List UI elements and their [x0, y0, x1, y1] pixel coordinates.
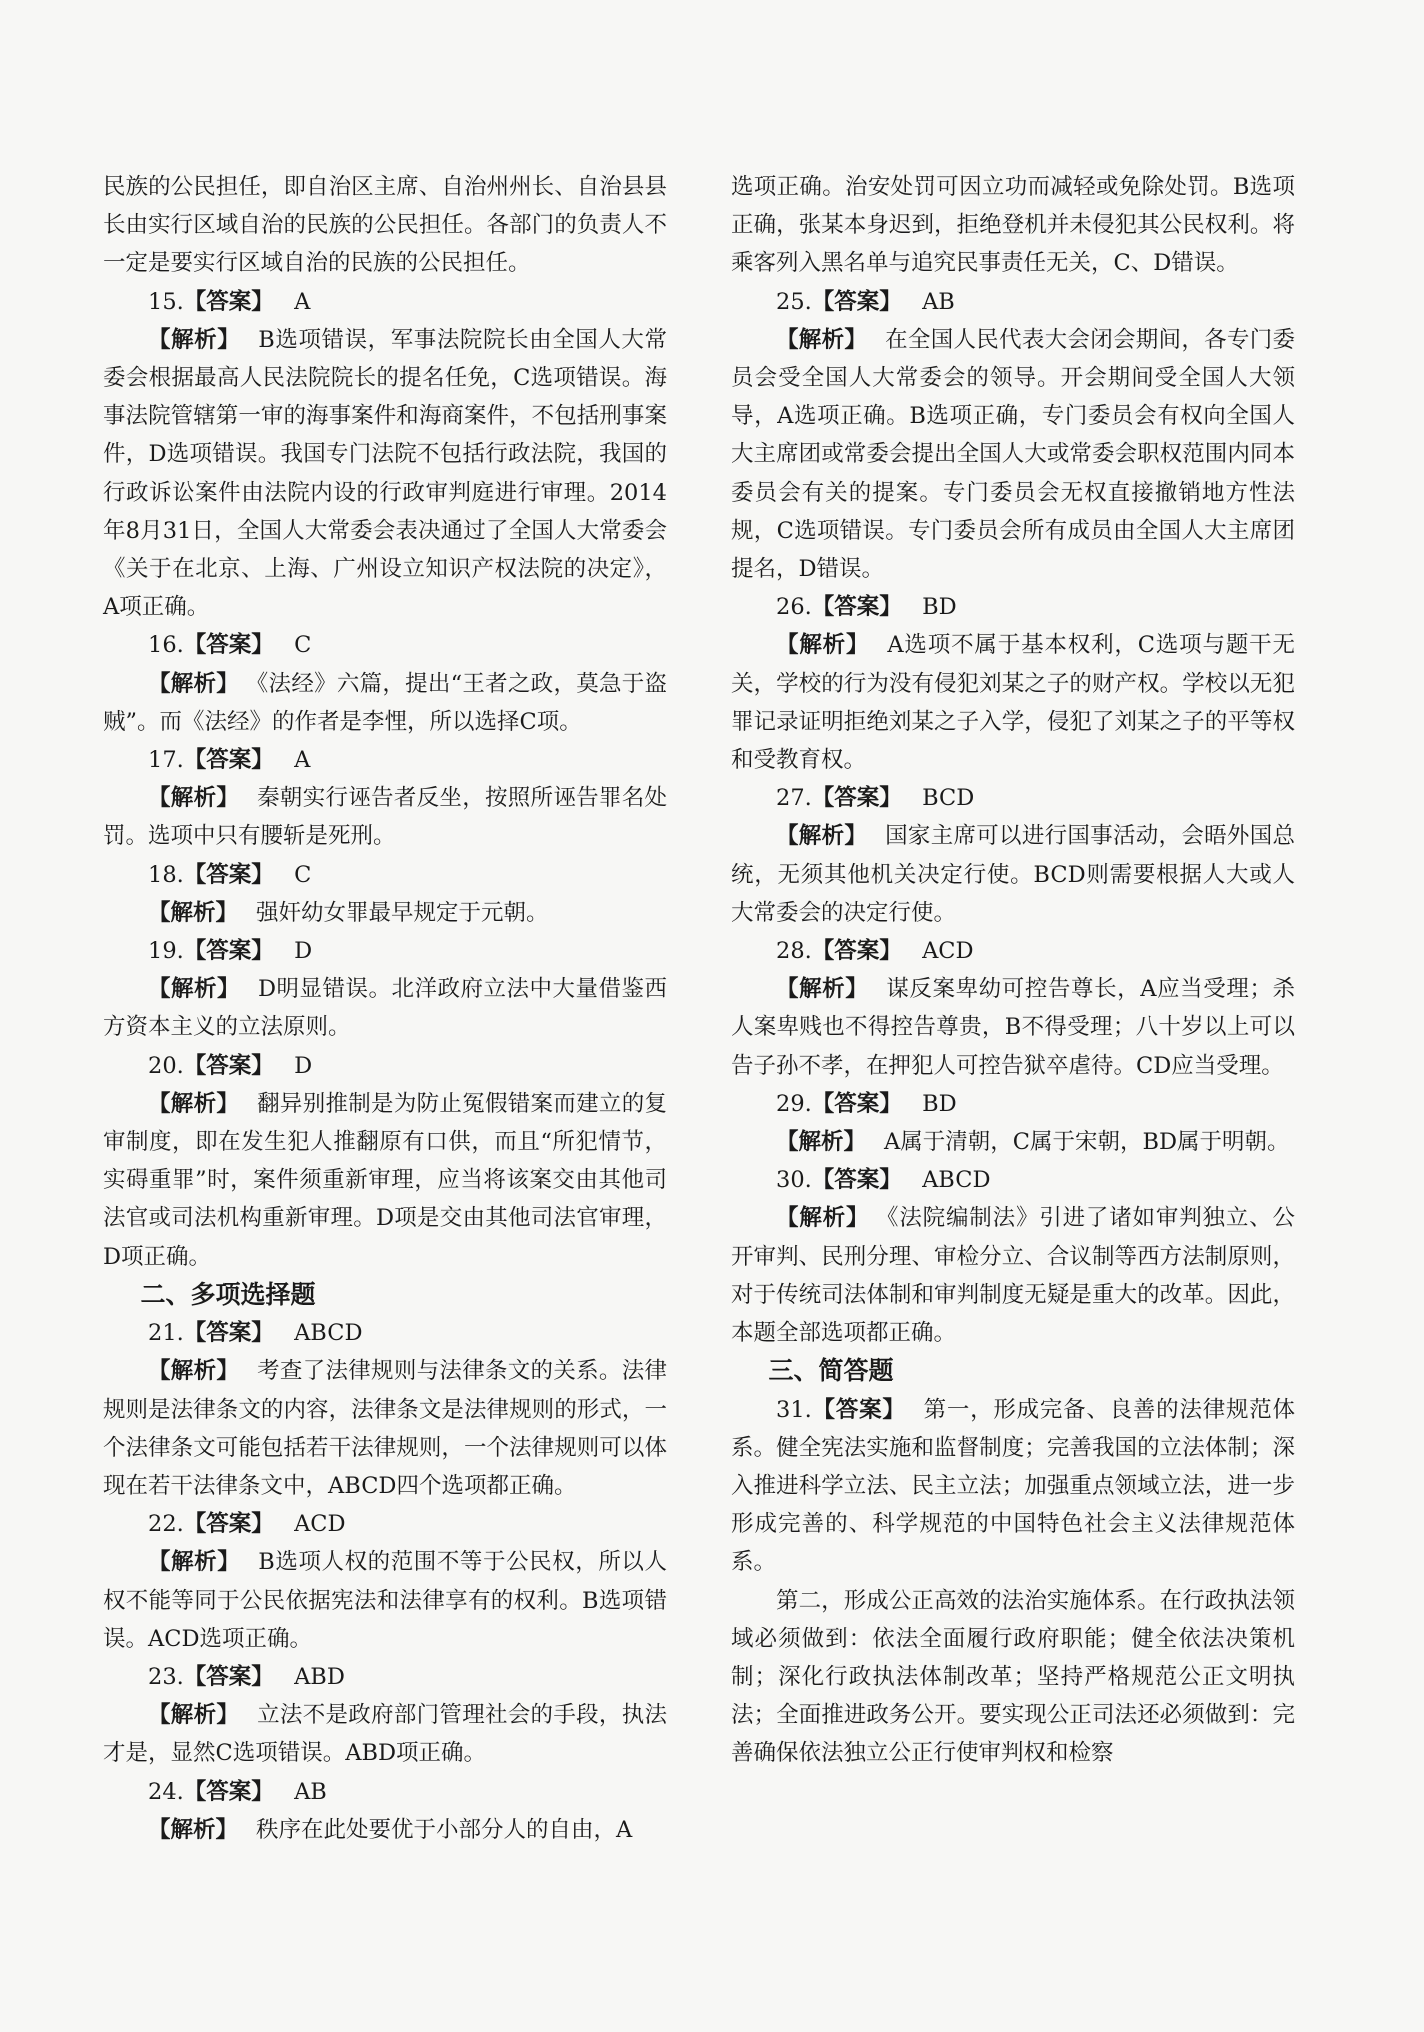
- explanation-label: 【解析】: [148, 1816, 239, 1843]
- answer-label: 【答案】: [183, 1663, 274, 1690]
- explanation-16: [103, 665, 667, 741]
- explanation-text: D明显错误。北洋政府立法中大量借鉴西方资本主义的立法原则。: [103, 976, 667, 1041]
- explanation-label: 【解析】: [148, 1702, 240, 1729]
- answer-line-19: [103, 932, 667, 970]
- explanation-label: 【解析】: [148, 1358, 240, 1385]
- question-number: 19.: [148, 938, 184, 965]
- explanation-label: 【解析】: [776, 1205, 870, 1232]
- answer-line-22: [103, 1505, 667, 1543]
- answer-label: 【答案】: [183, 1511, 274, 1538]
- explanation-text: 谋反案卑幼可控告尊长，A应当受理；杀人案卑贱也不得控告尊贵，B不得受理；八十岁以上可以告子孙不孝，在押犯人可控告狱卒虐待。CD应当受理。: [731, 976, 1295, 1079]
- explanation-20: [103, 1085, 667, 1276]
- explanation-text: 考查了法律规则与法律条文的关系。法律规则是法律条文的内容，法律条文是法律规则的形式，一个法律条文可能包括若干法律规则，一个法律规则可以体现在若干法律条文中，ABCD四个选项都正确。: [103, 1358, 667, 1499]
- explanation-17: [103, 779, 667, 855]
- answer-value: ABCD: [922, 1167, 991, 1194]
- answer-label: 【答案】: [183, 747, 274, 774]
- answer-value: C: [294, 861, 312, 888]
- question-number: 18.: [148, 861, 184, 888]
- question-number: 16.: [148, 632, 184, 659]
- explanation-label: 【解析】: [148, 670, 240, 697]
- answer-label: 【答案】: [183, 938, 274, 965]
- question-number: 24.: [148, 1778, 184, 1805]
- answer-paragraph-31-2: 第二，形成公正高效的法治实施体系。在行政执法领域必须做到：依法全面履行政府职能；健全依法决策机制；深化行政执法体制改革；坚持严格规范公正文明执法；全面推进政务公开。要实现公正司法还必须做到：完善确保依法独立公正行使审判权和检察: [731, 1587, 1295, 1767]
- answer-line-25: [731, 283, 1295, 321]
- answer-label: 【答案】: [183, 1052, 274, 1079]
- answer-label: 【答案】: [811, 1396, 906, 1423]
- explanation-text: 国家主席可以进行国事活动，会晤外国总统，无须其他机关决定行使。BCD则需要根据人大或人大常委会的决定行使。: [731, 823, 1295, 926]
- explanation-label: 【解析】: [148, 1549, 241, 1576]
- continuation-text: 民族的公民担任，即自治区主席、自治州州长、自治县县长由实行区域自治的民族的公民担任。各部门的负责人不一定是要实行区域自治的民族的公民担任。: [103, 174, 667, 277]
- answer-value: A: [294, 288, 311, 315]
- explanation-15: [103, 321, 667, 627]
- explanation-26: [731, 626, 1295, 779]
- explanation-label: 【解析】: [148, 976, 240, 1003]
- question-number: 25.: [776, 288, 812, 315]
- answer-value: ABCD: [294, 1320, 363, 1347]
- question-number: 30.: [776, 1167, 812, 1194]
- explanation-text: 强奸幼女罪最早规定于元朝。: [256, 899, 549, 926]
- explanation-label: 【解析】: [776, 632, 870, 659]
- explanation-label: 【解析】: [776, 976, 869, 1003]
- answer-value: ACD: [294, 1511, 346, 1538]
- explanation-label: 【解析】: [148, 785, 240, 812]
- explanation-24: [103, 1811, 667, 1849]
- explanation-19: [103, 970, 667, 1046]
- question-number: 21.: [148, 1320, 184, 1347]
- explanation-21: [103, 1352, 667, 1505]
- answer-label: 【答案】: [811, 594, 902, 621]
- explanation-text: 《法院编制法》引进了诸如审判独立、公开审判、民刑分理、审检分立、合议制等西方法制原则，对于传统司法体制和审判制度无疑是重大的改革。因此，本题全部选项都正确。: [731, 1205, 1295, 1347]
- explanation-30: [731, 1199, 1295, 1352]
- answer-value: BCD: [922, 785, 975, 812]
- explanation-label: 【解析】: [776, 1129, 867, 1156]
- answer-value: BD: [922, 1090, 957, 1117]
- answer-value: C: [294, 632, 312, 659]
- question-number: 15.: [148, 288, 184, 315]
- answer-value: ACD: [922, 938, 974, 965]
- answer-value: BD: [922, 594, 957, 621]
- question-number: 20.: [148, 1052, 184, 1079]
- answer-line-16: [103, 626, 667, 664]
- explanation-25: [731, 321, 1295, 588]
- explanation-text: 翻异别推制是为防止冤假错案而建立的复审制度，即在发生犯人推翻原有口供，而且“所犯情节，实碍重罪”时，案件须重新审理，应当将该案交由其他司法官或司法机构重新审理。D项是交由其他司法官审理，D项正确。: [103, 1090, 667, 1270]
- continuation-text: 选项正确。治安处罚可因立功而减轻或免除处罚。B选项正确，张某本身迟到，拒绝登机并未侵犯其公民权利。将乘客列入黑名单与追究民事责任无关，C、D错误。: [731, 174, 1295, 277]
- question-number: 31.: [776, 1396, 812, 1423]
- answer-line-26: [731, 588, 1295, 626]
- answer-line-17: [103, 741, 667, 779]
- answer-line-28: [731, 932, 1295, 970]
- explanation-text: 在全国人民代表大会闭会期间，各专门委员会受全国人大常委会的领导。开会期间受全国人大领导，A选项正确。B选项正确，专门委员会有权向全国人大主席团或常委会提出全国人大或常委会职权范围内同本委员会有关的提案。专门委员会无权直接撤销地方性法规，C选项错误。专门委员会所有成员由全国人大主席团提名，D错误。: [731, 326, 1295, 583]
- question-number: 28.: [776, 938, 812, 965]
- answer-line-20: [103, 1047, 667, 1085]
- answer-label: 【答案】: [183, 1320, 274, 1347]
- answer-value: D: [294, 1052, 313, 1079]
- explanation-text: B选项人权的范围不等于公民权，所以人权不能等同于公民依据宪法和法律享有的权利。B选项错误。ACD选项正确。: [103, 1549, 667, 1652]
- answer-line-15: [103, 283, 667, 321]
- section-heading-short-answer: 三、简答题: [768, 1356, 894, 1386]
- explanation-label: 【解析】: [776, 326, 868, 353]
- answer-line-27: [731, 779, 1295, 817]
- answer-value: AB: [922, 288, 955, 315]
- answer-label: 【答案】: [811, 1090, 902, 1117]
- question-number: 26.: [776, 594, 812, 621]
- answer-line-21: [103, 1314, 667, 1352]
- explanation-23: [103, 1696, 667, 1772]
- answer-label: 【答案】: [183, 861, 274, 888]
- question-number: 29.: [776, 1090, 812, 1117]
- explanation-text: 秩序在此处要优于小部分人的自由，A: [256, 1816, 633, 1843]
- explanation-text: 秦朝实行诬告者反坐，按照所诬告罪名处罚。选项中只有腰斩是死刑。: [103, 785, 667, 850]
- explanation-text: 立法不是政府部门管理社会的手段，执法才是，显然C选项错误。ABD项正确。: [103, 1702, 667, 1767]
- answer-label: 【答案】: [811, 288, 902, 315]
- question-number: 17.: [148, 747, 184, 774]
- explanation-28: [731, 970, 1295, 1085]
- answer-label: 【答案】: [183, 632, 274, 659]
- explanation-text: 《法经》六篇，提出“王者之政，莫急于盗贼”。而《法经》的作者是李悝，所以选择C项。: [103, 670, 667, 735]
- explanation-label: 【解析】: [148, 1090, 240, 1117]
- answer-line-23: [103, 1658, 667, 1696]
- answer-line-24: [103, 1773, 667, 1811]
- answer-label: 【答案】: [183, 1778, 274, 1805]
- answer-line-18: [103, 856, 667, 894]
- explanation-18: [103, 894, 667, 932]
- answer-line-30: [731, 1161, 1295, 1199]
- answer-label: 【答案】: [183, 288, 274, 315]
- question-number: 23.: [148, 1663, 184, 1690]
- explanation-text: A选项不属于基本权利，C选项与题干无关，学校的行为没有侵犯刘某之子的财产权。学校以无犯罪记录证明拒绝刘某之子入学，侵犯了刘某之子的平等权和受教育权。: [731, 632, 1295, 774]
- left-column: [103, 168, 667, 1849]
- answer-value: A: [294, 747, 311, 774]
- answer-value: AB: [294, 1778, 327, 1805]
- explanation-22: [103, 1543, 667, 1658]
- question-number: 22.: [148, 1511, 184, 1538]
- explanation-label: 【解析】: [776, 823, 868, 850]
- explanation-text: A属于清朝，C属于宋朝，BD属于明朝。: [884, 1129, 1290, 1156]
- answer-label: 【答案】: [811, 785, 902, 812]
- answer-text: 第一，形成完备、良善的法律规范体系。健全宪法实施和监督制度；完善我国的立法体制；深入推进科学立法、民主立法；加强重点领域立法，进一步形成完善的、科学规范的中国特色社会主义法律规范体系。: [731, 1396, 1295, 1576]
- explanation-29: [731, 1123, 1295, 1161]
- section-heading-multiple-choice: 二、多项选择题: [140, 1279, 316, 1309]
- explanation-27: [731, 817, 1295, 932]
- answer-value: ABD: [294, 1663, 345, 1690]
- right-column: [731, 168, 1295, 1773]
- answer-line-29: [731, 1085, 1295, 1123]
- answer-value: D: [294, 938, 313, 965]
- question-number: 27.: [776, 785, 812, 812]
- answer-line-31: [731, 1391, 1295, 1582]
- answer-label: 【答案】: [811, 938, 902, 965]
- explanation-text: B选项错误，军事法院院长由全国人大常委会根据最高人民法院院长的提名任免，C选项错误。海事法院管辖第一审的海事案件和海商案件，不包括刑事案件，D选项错误。我国专门法院不包括行政法院，我国的行政诉讼案件由法院内设的行政审判庭进行审理。2014年8月31日，全国人大常委会表决通过了全国人大常委会《关于在北京、上海、广州设立知识产权法院的决定》，A项正确。: [103, 326, 667, 621]
- explanation-label: 【解析】: [148, 326, 241, 353]
- answer-label: 【答案】: [811, 1167, 902, 1194]
- explanation-label: 【解析】: [148, 899, 239, 926]
